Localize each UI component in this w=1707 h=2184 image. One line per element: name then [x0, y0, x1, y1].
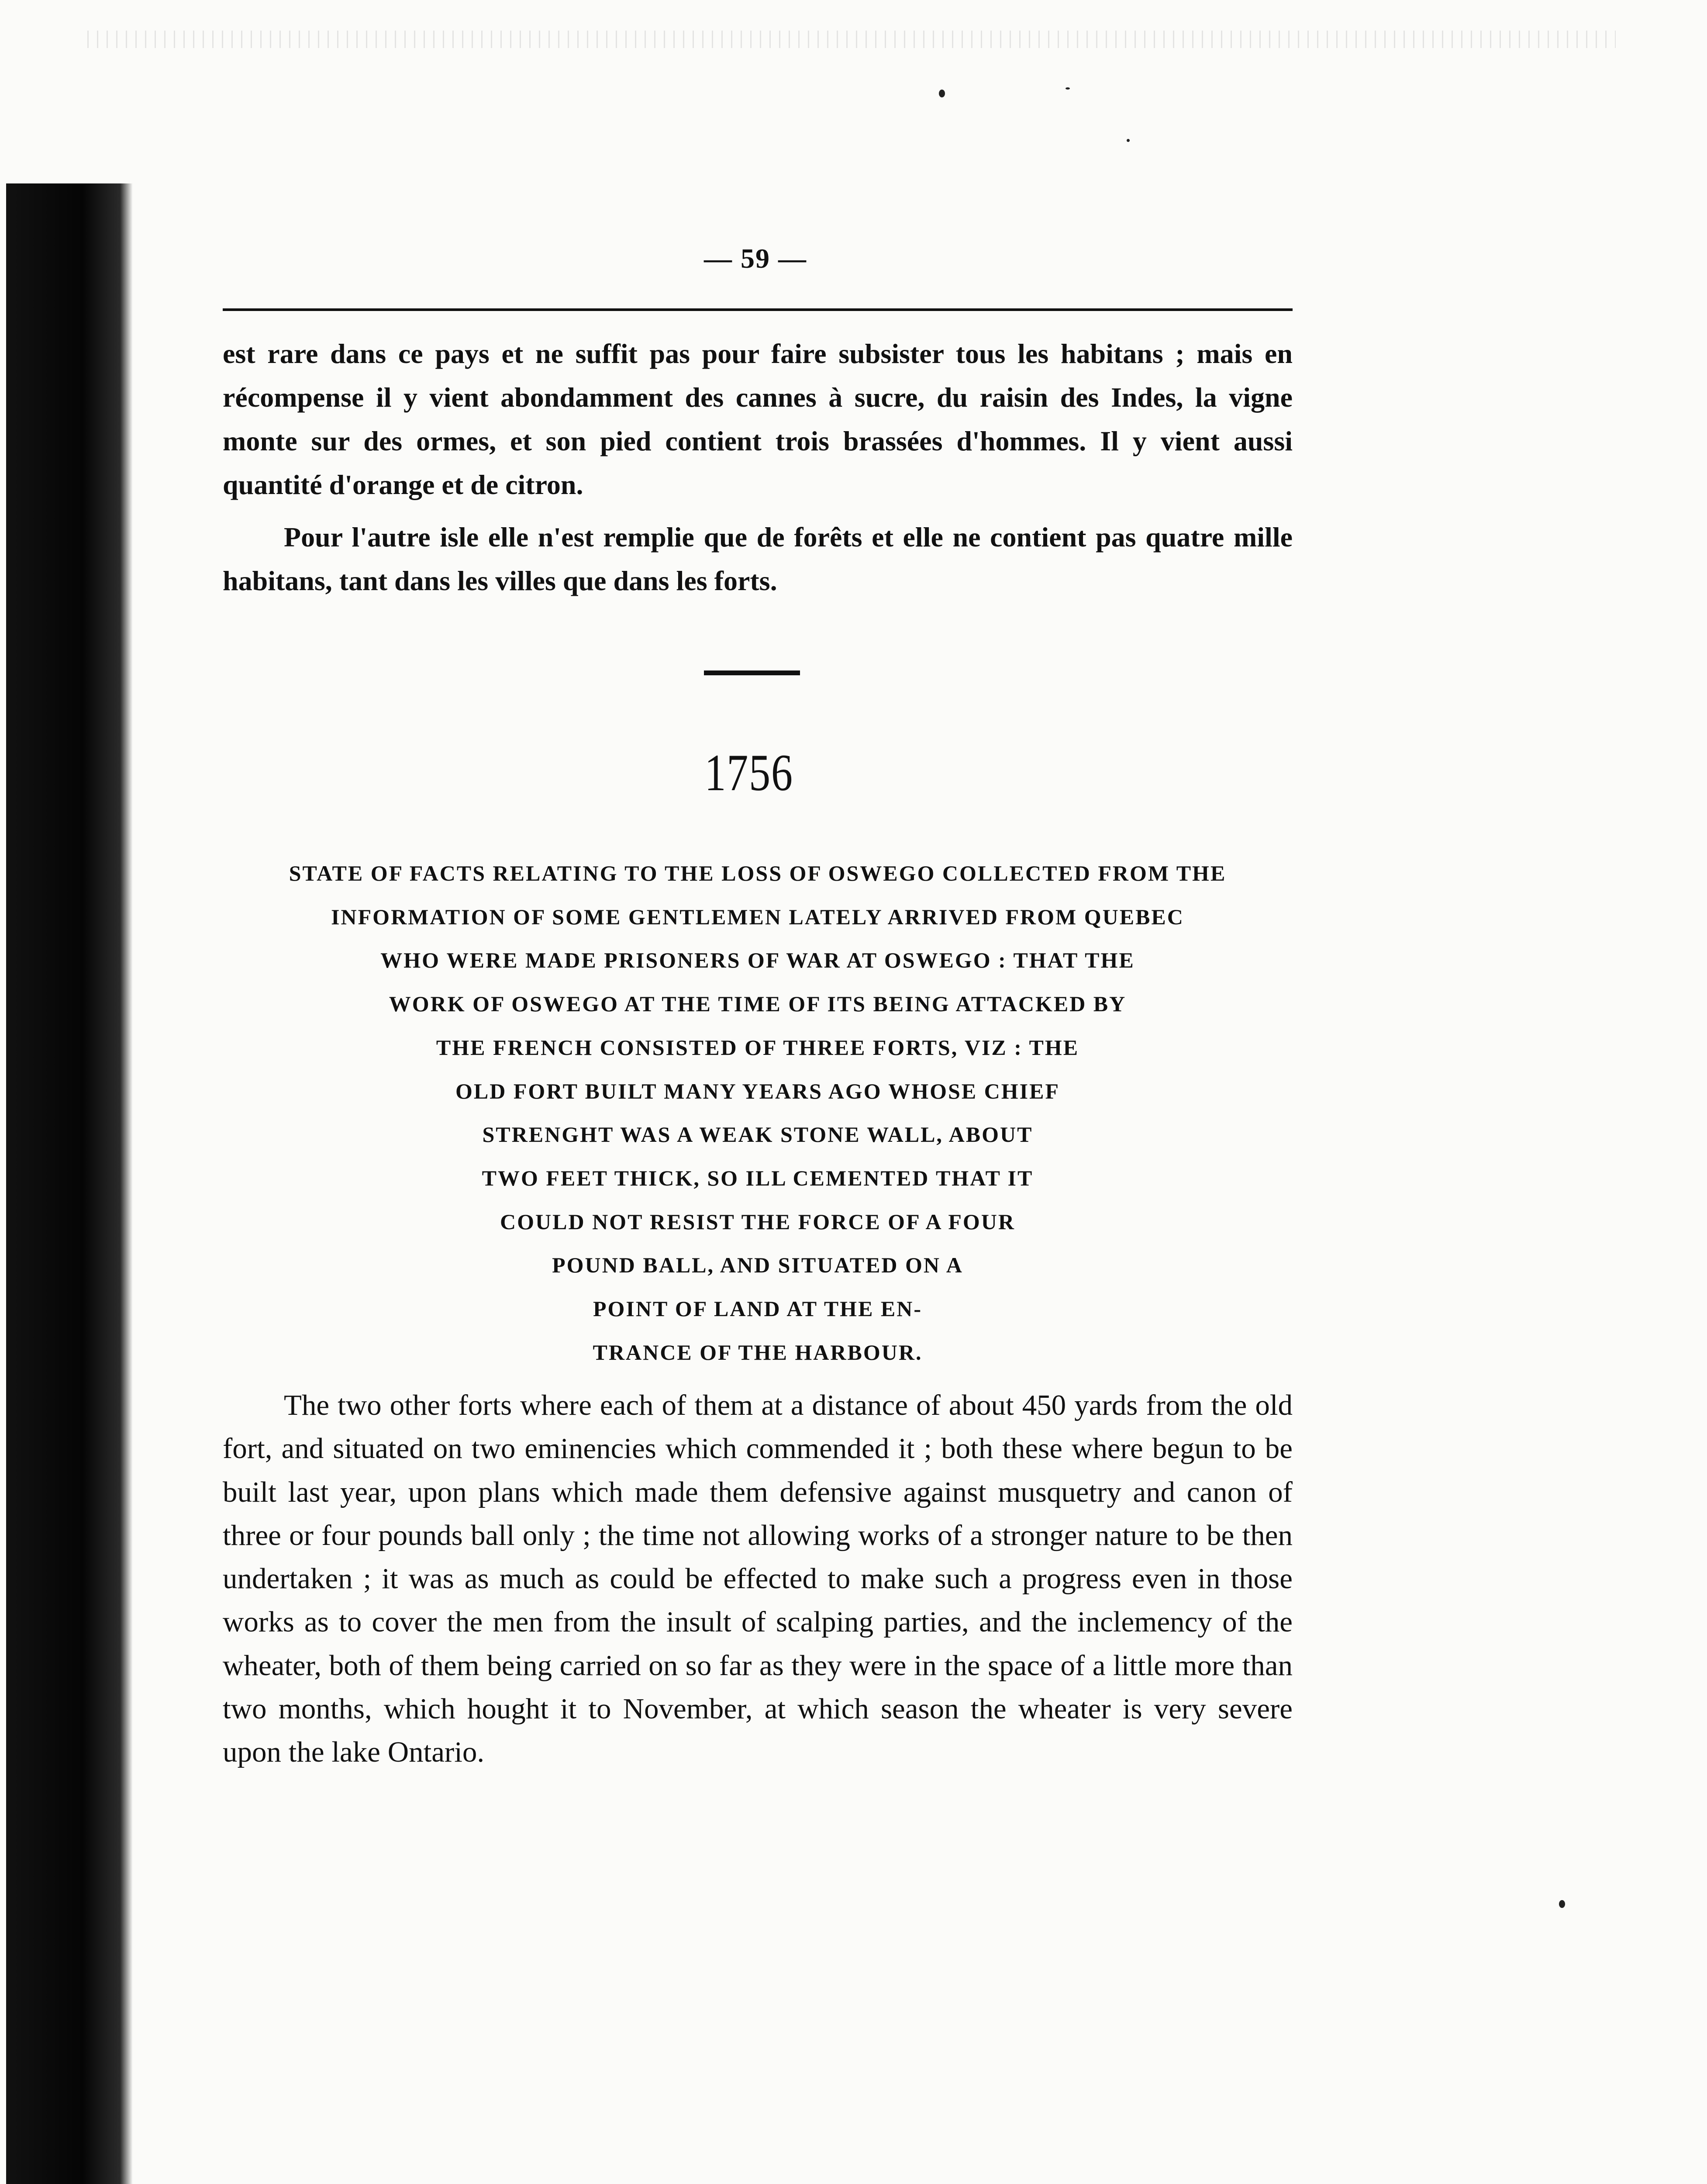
english-section — [223, 1384, 1293, 1774]
caps-heading-line: TRANCE OF THE HARBOUR. — [593, 1340, 923, 1365]
caps-heading — [205, 852, 1310, 1374]
caps-heading-line: TWO FEET THICK, SO ILL CEMENTED THAT IT — [482, 1165, 1034, 1190]
caps-heading-line: POINT OF LAND AT THE EN- — [593, 1296, 923, 1321]
section-divider — [704, 670, 800, 675]
french-paragraph-1: est rare dans ce pays et ne suffit pas pour faire subsister tous les habitans ; mais en récompense il y vient abondamment des cannes à sucre, du raisin des Indes, la vigne monte sur des ormes, et son pied contient trois brassées d'hommes. Il y vient aussi quantité d'orange et de citron. — [223, 338, 1293, 500]
caps-heading-line: COULD NOT RESIST THE FORCE OF A FOUR — [500, 1209, 1015, 1234]
french-paragraph-2: Pour l'autre isle elle n'est remplie que de forêts et elle ne contient pas quatre mille habitans, tant dans les villes que dans les forts. — [223, 522, 1293, 596]
caps-heading-line: OLD FORT BUILT MANY YEARS AGO WHOSE CHIEF — [455, 1078, 1060, 1103]
caps-heading-line: POUND BALL, AND SITUATED ON A — [552, 1253, 963, 1278]
page-number: — 59 — — [704, 243, 807, 274]
french-section-2 — [223, 515, 1293, 603]
caps-heading-line: INFORMATION OF SOME GENTLEMEN LATELY ARRIVED FROM QUEBEC — [331, 904, 1184, 929]
caps-heading-line: WORK OF OSWEGO AT THE TIME OF ITS BEING ATTACKED BY — [389, 992, 1127, 1016]
caps-heading-line: THE FRENCH CONSISTED OF THREE FORTS, VIZ : THE — [436, 1035, 1079, 1060]
caps-heading-line: STRENGHT WAS A WEAK STONE WALL, ABOUT — [482, 1122, 1033, 1147]
scan-speck — [1559, 1900, 1565, 1908]
scan-speck — [1066, 87, 1070, 90]
scan-noise — [87, 31, 1616, 48]
scan-speck — [1127, 139, 1130, 142]
english-paragraph: The two other forts where each of them at a distance of about 450 yards from the old fort, and situated on two eminencies which commended it ; both these where begun to be built last year, upon plans which made them defensive against musquetry and canon of three or four pounds ball only ; the time not allowing works of a stronger nature to be then undertaken ; it was as much as could be effected to make such a progress even in those works as to cover the men from the insult of scalping parties, and the inclemency of the wheater, both of them being carried on so far as they were in the space of a little more than two months, which hought it to November, at which season the wheater is very severe upon the lake Ontario. — [223, 1389, 1293, 1769]
caps-heading-line: STATE OF FACTS RELATING TO THE LOSS OF OSWEGO COLLECTED FROM THE — [289, 861, 1227, 885]
header-rule — [223, 308, 1293, 311]
scan-speck — [939, 90, 945, 97]
binding-shadow — [6, 183, 133, 2184]
year-heading: 1756 — [704, 743, 793, 802]
caps-heading-line: WHO WERE MADE PRISONERS OF WAR AT OSWEGO : THAT THE — [380, 948, 1135, 973]
french-section — [223, 332, 1293, 507]
